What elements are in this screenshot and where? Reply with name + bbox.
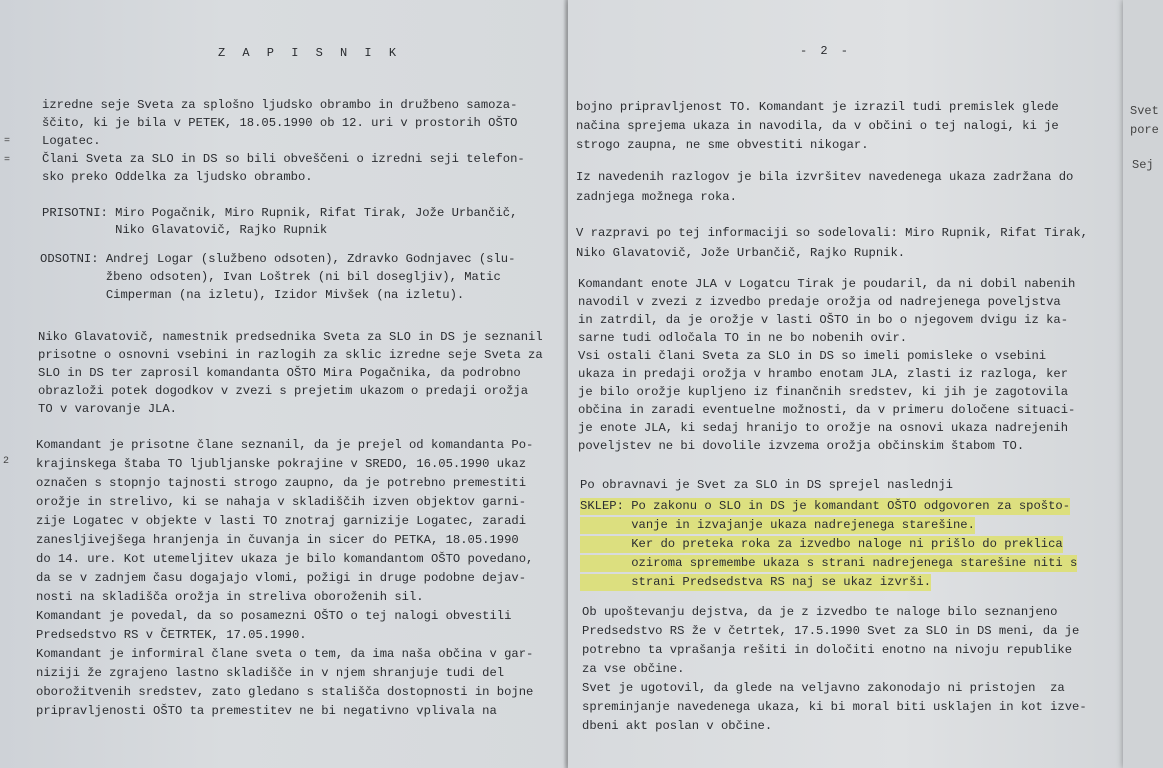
text-line: in zatrdil, da je orožje v lasti OŠTO in bo o njegovem dvigu iz ka- <box>578 313 1069 327</box>
text-line: ščito, ki je bila v PETEK, 18.05.1990 ob 12. uri v prostorih OŠTO <box>42 116 518 130</box>
highlighted-line: SKLEP: Po zakonu o SLO in DS je komandant OŠTO odgovoren za spošto- <box>580 499 1071 513</box>
text-line: sarne tudi odločala TO in ne bo nobenih ovir. <box>578 331 908 345</box>
text-line: bojno pripravljenost TO. Komandant je izrazil tudi premislek glede <box>576 100 1059 114</box>
text-line: dbeni akt poslan v občine. <box>582 719 773 733</box>
text-line: je bilo orožje kupljeno iz finančnih sredstev, ki jih je zagotovila <box>578 385 1069 399</box>
text-line: ODSOTNI: Andrej Logar (službeno odsoten), Zdravko Godnjavec (slu- <box>40 252 516 266</box>
highlighted-line: strani Predsedstva RS naj se ukaz izvrši. <box>580 575 932 589</box>
text-line: Vsi ostali člani Sveta za SLO in DS so imeli pomisleke o vsebini <box>578 349 1047 363</box>
text-line: Niko Glavatovič, namestnik predsednika Sveta za SLO in DS je seznanil <box>38 330 543 344</box>
text-line: niziji že zgrajeno lastno skladišče in v njem shranjuje tudi del <box>36 666 505 680</box>
text-line: SLO in DS ter zaprosil komandanta OŠTO Mira Pogačnika, da podrobno <box>38 366 521 380</box>
text-line: Niko Glavatovič, Jože Urbančič, Rajko Rupnik. <box>576 246 906 260</box>
page-number: - 2 - <box>800 44 852 58</box>
text-line: Komandant je informiral člane sveta o tem, da ima naša občina v gar- <box>36 647 534 661</box>
text-line: ukaza in predaji orožja v hrambo enotam JLA, zlasti iz razloga, ker <box>578 367 1069 381</box>
margin-mark: = <box>4 155 11 166</box>
left-document-page <box>0 0 568 768</box>
text-line: Člani Sveta za SLO in DS so bili obveščeni o izredni seji telefon- <box>42 152 525 166</box>
margin-mark: = <box>4 136 11 147</box>
document-title: Z A P I S N I K <box>218 46 402 60</box>
text-line: oborožitvenih sredstev, zato gledano s stališča dostopnosti in bojne <box>36 685 534 699</box>
text-line: Cimperman (na izletu), Izidor Mivšek (na izletu). <box>40 288 465 302</box>
text-line: V razpravi po tej informaciji so sodelovali: Miro Rupnik, Rifat Tirak, <box>576 226 1088 240</box>
text-line: navodil v zvezi z izvedbo predaje orožja od nadrejenega poveljstva <box>578 295 1061 309</box>
text-line: orožje in strelivo, ki se nahaja v skladiščih izven objektov garni- <box>36 495 527 509</box>
text-line: pripravljenosti OŠTO ta premestitev ne bi negativno vplivala na <box>36 704 497 718</box>
text-line: PRISOTNI: Miro Pogačnik, Miro Rupnik, Rifat Tirak, Jože Urbančič, <box>42 206 518 220</box>
text-line: izredne seje Sveta za splošno ljudsko obrambo in družbeno samoza- <box>42 98 518 112</box>
text-line: potrebno ta vprašanja rešiti in določiti enotno na nivoju republike <box>582 643 1073 657</box>
text-line: Komandant je prisotne člane seznanil, da je prejel od komandanta Po- <box>36 438 534 452</box>
text-line: je enote JLA, ki sedaj hranijo to orožje na osnovi ukaza nadrejenih <box>578 421 1069 435</box>
text-line: spreminjanje navedenega ukaza, ki bi moral biti usklajen in kot izve- <box>582 700 1087 714</box>
text-line: strogo zaupna, ne sme obvestiti nikogar. <box>576 138 869 152</box>
text-line: Logatec. <box>42 134 101 148</box>
highlighted-line: oziroma spremembe ukaza s strani nadrejenega starešine niti s <box>580 556 1078 570</box>
text-line: prisotne o osnovni vsebini in razlogih za sklic izredne seje Sveta za <box>38 348 543 362</box>
right-document-page <box>568 0 1123 768</box>
text-line: sko preko Oddelka za ljudsko obrambo. <box>42 170 313 184</box>
text-line: Niko Glavatovič, Rajko Rupnik <box>42 223 328 237</box>
highlighted-line: Ker do preteka roka za izvedbo naloge ni prišlo do preklica <box>580 537 1063 551</box>
text-line: poveljstev ne bi dovolile izvzema orožja občinskim štabom TO. <box>578 439 1025 453</box>
text-line: Komandant enote JLA v Logatcu Tirak je poudaril, da ni dobil nabenih <box>578 277 1076 291</box>
adjacent-page-fragment: Sej <box>1132 158 1154 172</box>
text-line: žbeno odsoten), Ivan Loštrek (ni bil dosegljiv), Matic <box>40 270 501 284</box>
adjacent-page-edge <box>1123 0 1163 768</box>
text-line: Predsedstvo RS v ČETRTEK, 17.05.1990. <box>36 628 307 642</box>
text-line: za vse občine. <box>582 662 685 676</box>
text-line: obrazloži potek dogodkov v zvezi s prejetim ukazom o predaji orožja <box>38 384 529 398</box>
text-line: do 14. ure. Kot utemeljitev ukaza je bilo komandantom OŠTO povedano, <box>36 552 534 566</box>
text-line: Iz navedenih razlogov je bila izvršitev navedenega ukaza zadržana do <box>576 170 1074 184</box>
text-line: krajinskega štaba TO ljubljanske pokrajine v SREDO, 16.05.1990 ukaz <box>36 457 527 471</box>
text-line: zanesljivejšega hranjenja in čuvanja in sicer do PETKA, 18.05.1990 <box>36 533 519 547</box>
text-line: zije Logatec v objekte v lasti TO znotraj garnizije Logatec, zaradi <box>36 514 527 528</box>
text-line: označen s stopnjo tajnosti strogo zaupno, da je potrebno premestiti <box>36 476 527 490</box>
text-line: Svet je ugotovil, da glede na veljavno zakonodajo ni pristojen za <box>582 681 1065 695</box>
text-line: Po obravnavi je Svet za SLO in DS sprejel naslednji <box>580 478 953 492</box>
highlighted-line: vanje in izvajanje ukaza nadrejenega starešine. <box>580 518 975 532</box>
adjacent-page-fragment: pore <box>1130 123 1159 137</box>
text-line: Komandant je povedal, da so posamezni OŠTO o tej nalogi obvestili <box>36 609 512 623</box>
text-line: občina in zaradi eventuelne možnosti, da v primeru določene situaci- <box>578 403 1076 417</box>
text-line: da se v zadnjem času dogajajo vlomi, požigi in druge podobne dejav- <box>36 571 527 585</box>
margin-mark: 2 <box>3 456 10 467</box>
text-line: načina sprejema ukaza in navodila, da v občini o tej nalogi, ki je <box>576 119 1059 133</box>
text-line: nosti na skladišča orožja in streliva oboroženih sil. <box>36 590 424 604</box>
text-line: Ob upoštevanju dejstva, da je z izvedbo te naloge bilo seznanjeno <box>582 605 1058 619</box>
text-line: TO v varovanje JLA. <box>38 402 177 416</box>
text-line: zadnjega možnega roka. <box>576 190 737 204</box>
adjacent-page-fragment: Svet <box>1130 104 1159 118</box>
text-line: Predsedstvo RS že v četrtek, 17.5.1990 Svet za SLO in DS meni, da je <box>582 624 1080 638</box>
